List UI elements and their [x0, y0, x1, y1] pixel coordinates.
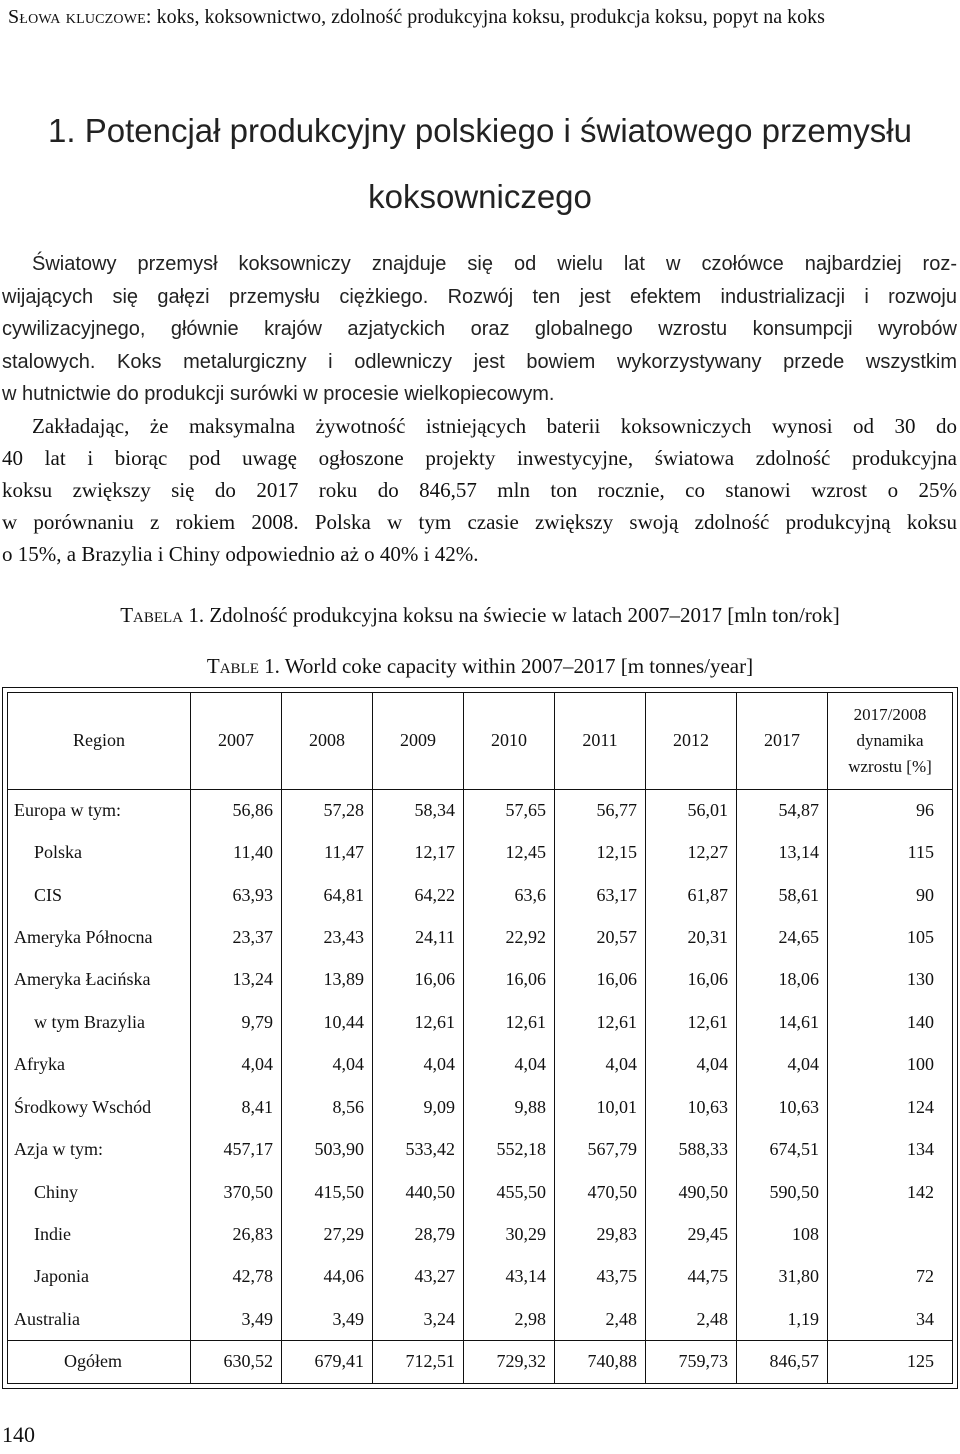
- table-cell-value: 3,24: [373, 1298, 464, 1340]
- table-cell-value: 2,48: [555, 1298, 646, 1340]
- header-dynamics-line: wzrostu [%]: [848, 756, 932, 776]
- table-cell-dynamics: 100: [828, 1044, 953, 1086]
- table-cell-region: Japonia: [34, 1266, 89, 1287]
- table-cell-value: 8,56: [282, 1086, 373, 1128]
- coke-capacity-table-frame: [2, 687, 958, 1389]
- table-cell-dynamics: [828, 1213, 953, 1255]
- table-row: [8, 1171, 952, 1213]
- table-row: [8, 1044, 952, 1086]
- table-row: [8, 916, 952, 958]
- table-cell-value: 12,15: [555, 831, 646, 873]
- header-2012: 2012: [646, 693, 737, 789]
- table-cell-value: 455,50: [464, 1171, 555, 1213]
- table-row: [8, 831, 952, 873]
- table-cell-value: 63,17: [555, 874, 646, 916]
- table-cell-value: 29,45: [646, 1213, 737, 1255]
- page-number: 140: [2, 1422, 35, 1447]
- table-cell-dynamics: 96: [828, 789, 953, 831]
- table-cell-value: 2,98: [464, 1298, 555, 1340]
- table-caption-english: [0, 654, 960, 679]
- table-cell-dynamics: 115: [828, 831, 953, 873]
- header-dynamics-line: 2017/2008: [853, 704, 927, 724]
- table-cell-value: 4,04: [373, 1044, 464, 1086]
- table-cell-value: 18,06: [737, 959, 828, 1001]
- table-cell-value: 370,50: [191, 1171, 282, 1213]
- table-cell-value: 12,61: [373, 1001, 464, 1043]
- table-cell-value: 64,81: [282, 874, 373, 916]
- table-cell-value: 12,61: [555, 1001, 646, 1043]
- table-cell-value: 27,29: [282, 1213, 373, 1255]
- table-cell-region: Chiny: [34, 1181, 79, 1202]
- table-caption-english-number: 1.: [258, 654, 285, 678]
- table-cell-value: 44,75: [646, 1256, 737, 1298]
- table-row: [8, 1086, 952, 1128]
- table-cell-region: Polska: [34, 842, 83, 863]
- table-cell-value: 10,63: [646, 1086, 737, 1128]
- table-cell-value: 44,06: [282, 1256, 373, 1298]
- table-cell-value: 4,04: [282, 1044, 373, 1086]
- table-cell-value: 24,11: [373, 916, 464, 958]
- table-cell-dynamics: 72: [828, 1256, 953, 1298]
- header-2007: 2007: [191, 693, 282, 789]
- table-cell-value: 712,51: [373, 1340, 464, 1383]
- table-row: [8, 1256, 952, 1298]
- table-cell-value: 56,01: [646, 789, 737, 831]
- table-cell-region: Środkowy Wschód: [14, 1096, 152, 1117]
- table-cell-region: Indie: [34, 1223, 71, 1244]
- table-cell-region: Europa w tym:: [14, 799, 121, 820]
- table-cell-value: 3,49: [282, 1298, 373, 1340]
- table-caption-polish-text: Zdolność produkcyjna koksu na świecie w latach 2007–2017 [mln ton/rok]: [209, 603, 840, 627]
- table-cell-value: 16,06: [555, 959, 646, 1001]
- table-cell-value: 63,6: [464, 874, 555, 916]
- table-cell-value: 20,57: [555, 916, 646, 958]
- table-cell-value: 22,92: [464, 916, 555, 958]
- table-cell-region: Afryka: [14, 1054, 65, 1075]
- table-cell-value: 14,61: [737, 1001, 828, 1043]
- table-cell-value: 8,41: [191, 1086, 282, 1128]
- table-cell-value: 590,50: [737, 1171, 828, 1213]
- table-cell-value: 4,04: [737, 1044, 828, 1086]
- coke-capacity-table: [8, 693, 952, 1383]
- table-cell-value: 64,22: [373, 874, 464, 916]
- table-cell-value: 11,47: [282, 831, 373, 873]
- paragraph-2-line: koksu zwiększy się do 2017 roku do 846,57 mln ton rocznie, co stanowi wzrost o 25%: [2, 478, 957, 502]
- table-cell-value: 4,04: [555, 1044, 646, 1086]
- table-cell-dynamics: 142: [828, 1171, 953, 1213]
- table-row: [8, 874, 952, 916]
- table-cell-dynamics: 124: [828, 1086, 953, 1128]
- table-cell-region: Ogółem: [8, 1340, 191, 1383]
- table-cell-value: 846,57: [737, 1340, 828, 1383]
- table-cell-value: 12,17: [373, 831, 464, 873]
- header-dynamics-line: dynamika: [856, 730, 924, 750]
- header-2009: 2009: [373, 693, 464, 789]
- table-cell-value: 4,04: [646, 1044, 737, 1086]
- paragraph-1-line: w hutnictwie do produkcji surówki w procesie wielkopiecowym.: [2, 383, 555, 405]
- table-caption-polish: [0, 603, 960, 628]
- table-cell-value: 16,06: [646, 959, 737, 1001]
- table-cell-value: 31,80: [737, 1256, 828, 1298]
- paragraph-2-line: Zakładając, że maksymalna żywotność istniejących baterii koksowniczych wynosi od 30 do: [32, 414, 957, 438]
- table-cell-dynamics: 105: [828, 916, 953, 958]
- table-cell-value: 10,44: [282, 1001, 373, 1043]
- table-cell-value: 2,48: [646, 1298, 737, 1340]
- table-cell-value: 57,65: [464, 789, 555, 831]
- table-cell-value: 552,18: [464, 1128, 555, 1170]
- table-cell-value: 470,50: [555, 1171, 646, 1213]
- table-cell-value: 674,51: [737, 1128, 828, 1170]
- table-cell-region: w tym Brazylia: [34, 1011, 145, 1032]
- paragraph-2-line: o 15%, a Brazylia i Chiny odpowiednio aż o 40% i 42%.: [2, 542, 479, 566]
- paragraph-1-line: stalowych. Koks metalurgiczny i odlewniczy jest bowiem wykorzystywany przede wszystkim: [2, 350, 957, 373]
- table-cell-value: 503,90: [282, 1128, 373, 1170]
- keywords: [8, 2, 953, 33]
- keywords-label: Słowa kluczowe:: [8, 6, 152, 28]
- table-cell-value: 43,27: [373, 1256, 464, 1298]
- table-cell-value: 108: [737, 1213, 828, 1255]
- table-caption-english-text: World coke capacity within 2007–2017 [m tonnes/year]: [284, 654, 754, 678]
- paragraph-1-line: Światowy przemysł koksowniczy znajduje się od wielu lat w czołówce najbardziej roz-: [32, 253, 957, 275]
- table-caption-english-label: Table: [206, 654, 259, 678]
- table-cell-value: 13,89: [282, 959, 373, 1001]
- table-cell-region: CIS: [34, 884, 63, 905]
- table-row: [8, 1001, 952, 1043]
- paragraph-1: [2, 248, 957, 411]
- table-cell-value: 54,87: [737, 789, 828, 831]
- table-cell-value: 567,79: [555, 1128, 646, 1170]
- table-cell-value: 9,09: [373, 1086, 464, 1128]
- table-cell-value: 29,83: [555, 1213, 646, 1255]
- table-row: [8, 959, 952, 1001]
- table-cell-value: 12,27: [646, 831, 737, 873]
- section-heading-line-1: 1. Potencjał produkcyjny polskiego i światowego przemysłu: [48, 112, 912, 149]
- table-cell-value: 3,49: [191, 1298, 282, 1340]
- table-cell-value: 42,78: [191, 1256, 282, 1298]
- table-cell-dynamics: 134: [828, 1128, 953, 1170]
- table-cell-value: 11,40: [191, 831, 282, 873]
- table-cell-value: 30,29: [464, 1213, 555, 1255]
- table-cell-region: Ameryka Łacińska: [14, 969, 151, 990]
- table-cell-dynamics: 140: [828, 1001, 953, 1043]
- table-cell-region: Azja w tym:: [14, 1139, 103, 1160]
- table-cell-value: 729,32: [464, 1340, 555, 1383]
- header-region: Region: [8, 693, 191, 789]
- table-cell-value: 56,77: [555, 789, 646, 831]
- table-row: [8, 1128, 952, 1170]
- table-cell-value: 630,52: [191, 1340, 282, 1383]
- table-cell-value: 12,61: [646, 1001, 737, 1043]
- table-row: [8, 1213, 952, 1255]
- table-cell-value: 26,83: [191, 1213, 282, 1255]
- table-cell-value: 4,04: [191, 1044, 282, 1086]
- paragraph-1-line: wijających się gałęzi przemysłu ciężkiego. Rozwój ten jest efektem industrializacji i rozwoju: [2, 285, 957, 308]
- header-2008: 2008: [282, 693, 373, 789]
- table-cell-dynamics: 125: [828, 1340, 953, 1383]
- table-cell-value: 9,88: [464, 1086, 555, 1128]
- table-caption-polish-number: 1.: [183, 603, 210, 627]
- table-header-row: [8, 693, 952, 789]
- table-cell-dynamics: 90: [828, 874, 953, 916]
- table-cell-value: 12,61: [464, 1001, 555, 1043]
- table-cell-value: 63,93: [191, 874, 282, 916]
- header-2011: 2011: [555, 693, 646, 789]
- table-cell-value: 533,42: [373, 1128, 464, 1170]
- header-dynamics: [828, 693, 953, 789]
- table-cell-value: 490,50: [646, 1171, 737, 1213]
- table-cell-value: 10,63: [737, 1086, 828, 1128]
- table-cell-value: 588,33: [646, 1128, 737, 1170]
- paragraph-2: [2, 410, 957, 570]
- table-cell-value: 12,45: [464, 831, 555, 873]
- table-cell-value: 57,28: [282, 789, 373, 831]
- table-cell-dynamics: 130: [828, 959, 953, 1001]
- keywords-text: koks, koksownictwo, zdolność produkcyjna koksu, produkcja koksu, popyt na koks: [151, 6, 825, 28]
- header-2010: 2010: [464, 693, 555, 789]
- table-cell-value: 13,24: [191, 959, 282, 1001]
- table-cell-value: 43,75: [555, 1256, 646, 1298]
- table-cell-value: 13,14: [737, 831, 828, 873]
- table-cell-value: 61,87: [646, 874, 737, 916]
- table-cell-value: 58,61: [737, 874, 828, 916]
- header-2017: 2017: [737, 693, 828, 789]
- coke-capacity-table-inner: [7, 692, 953, 1384]
- paragraph-2-line: w porównaniu z rokiem 2008. Polska w tym czasie zwiększy swoją zdolność produkcyjną koksu: [2, 510, 957, 534]
- table-caption-polish-label: Tabela: [120, 603, 184, 627]
- table-cell-value: 16,06: [464, 959, 555, 1001]
- table-cell-value: 56,86: [191, 789, 282, 831]
- table-row: [8, 1340, 952, 1383]
- table-cell-value: 759,73: [646, 1340, 737, 1383]
- table-cell-value: 23,43: [282, 916, 373, 958]
- table-cell-value: 58,34: [373, 789, 464, 831]
- table-cell-value: 9,79: [191, 1001, 282, 1043]
- table-cell-dynamics: 34: [828, 1298, 953, 1340]
- table-cell-region: Australia: [14, 1308, 80, 1329]
- table-cell-value: 1,19: [737, 1298, 828, 1340]
- section-heading-line-2: koksowniczego: [368, 178, 592, 215]
- paragraph-2-line: 40 lat i biorąc pod uwagę ogłoszone projekty inwestycyjne, światowa zdolność produkcyjna: [2, 446, 957, 470]
- table-row: [8, 789, 952, 831]
- table-cell-value: 457,17: [191, 1128, 282, 1170]
- table-cell-value: 24,65: [737, 916, 828, 958]
- table-cell-value: 43,14: [464, 1256, 555, 1298]
- table-cell-value: 10,01: [555, 1086, 646, 1128]
- table-cell-value: 740,88: [555, 1340, 646, 1383]
- table-body: [8, 789, 952, 1383]
- table-cell-value: 679,41: [282, 1340, 373, 1383]
- table-cell-value: 28,79: [373, 1213, 464, 1255]
- table-cell-value: 23,37: [191, 916, 282, 958]
- paragraph-1-line: cywilizacyjnego, głównie krajów azjatyckich oraz globalnego wzrostu konsumpcji wyrobów: [2, 318, 957, 340]
- table-cell-region: Ameryka Północna: [14, 926, 153, 947]
- table-cell-value: 16,06: [373, 959, 464, 1001]
- table-cell-value: 4,04: [464, 1044, 555, 1086]
- table-row: [8, 1298, 952, 1340]
- table-cell-value: 440,50: [373, 1171, 464, 1213]
- table-cell-value: 20,31: [646, 916, 737, 958]
- table-cell-value: 415,50: [282, 1171, 373, 1213]
